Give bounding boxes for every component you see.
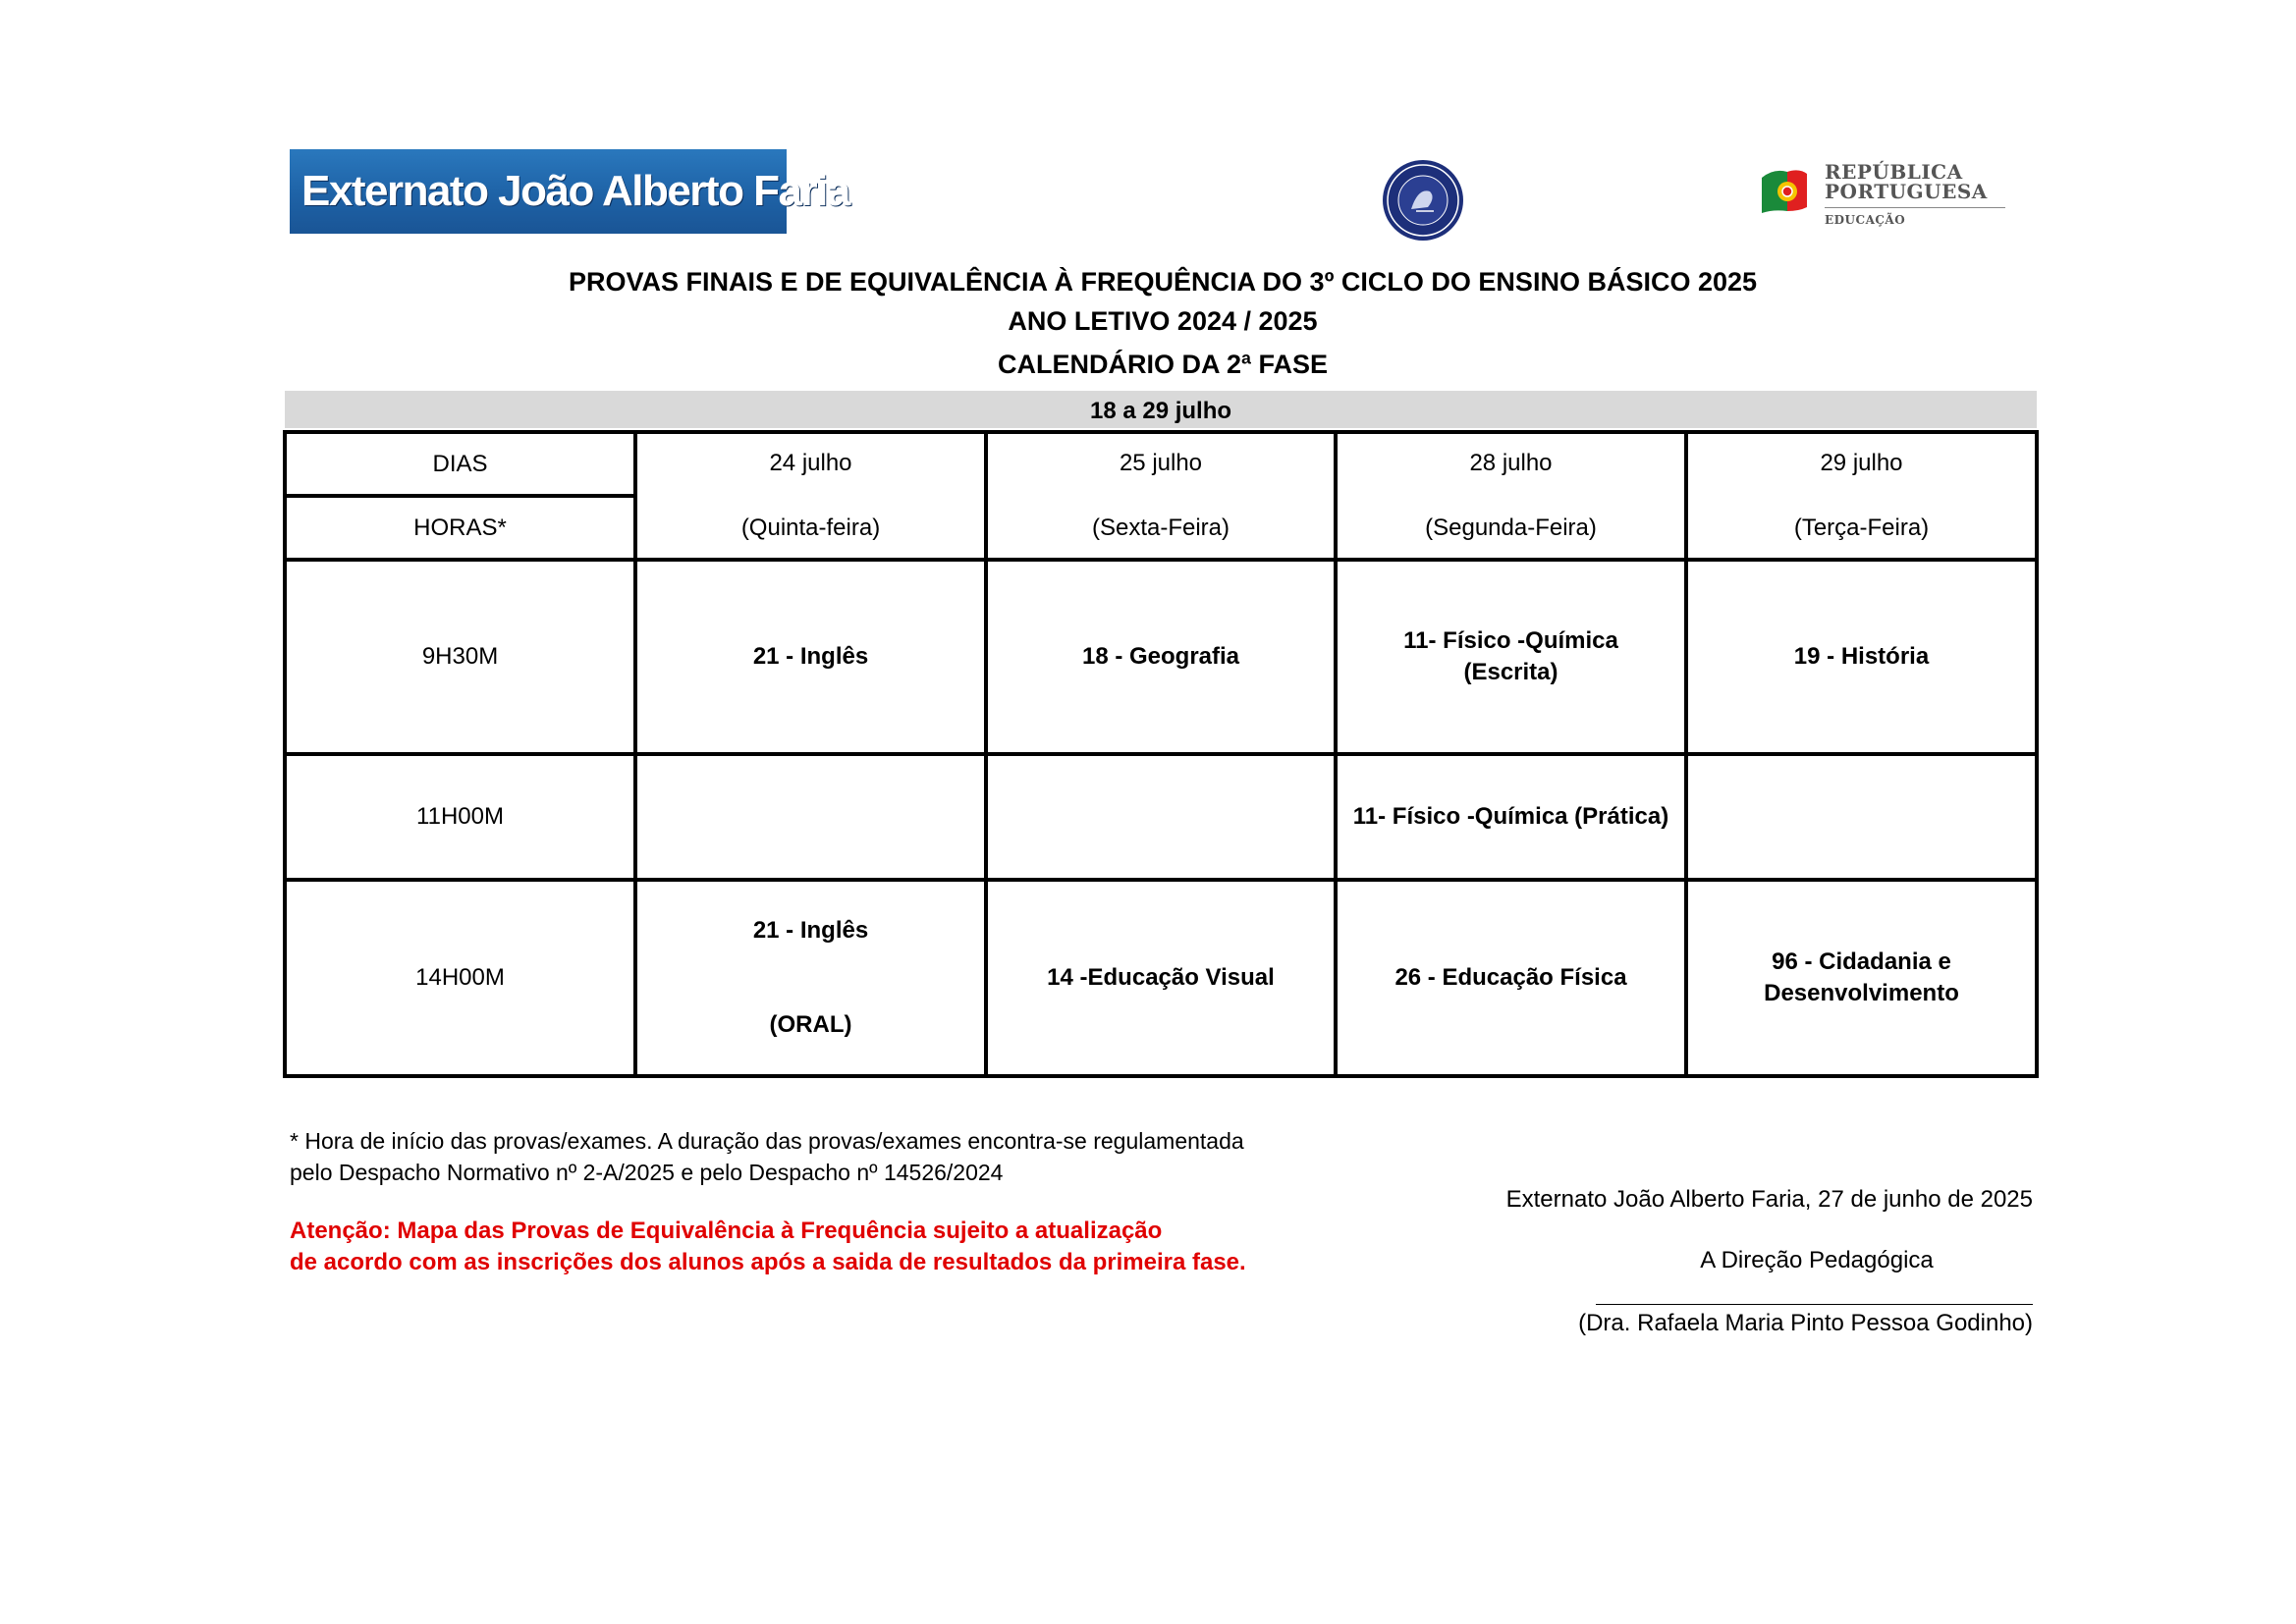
exam-schedule-table	[283, 430, 2039, 1078]
day-header-line2: (Terça-Feira)	[1793, 514, 1930, 541]
school-year: ANO LETIVO 2024 / 2025	[1008, 306, 1318, 336]
footnote-line2: pelo Despacho Normativo nº 2-A/2025 e pelo Despacho nº 14526/2024	[290, 1160, 1004, 1185]
day-header-line1: 25 julho	[1119, 450, 1203, 476]
exam-cell-line1: 14 -Educação Visual	[1047, 964, 1275, 991]
day-header-line2: (Segunda-Feira)	[1425, 514, 1597, 541]
day-header-line1: 28 julho	[1469, 450, 1553, 476]
header-horas	[287, 498, 633, 558]
exam-cell	[1338, 756, 1684, 878]
time-slot	[287, 882, 633, 1074]
time-slot	[287, 756, 633, 878]
warning-line2: de acordo com as inscrições dos alunos após a saida de resultados da primeira fase.	[290, 1249, 1246, 1275]
exam-cell-line1: 21 - Inglês	[752, 917, 869, 944]
exam-cell	[988, 882, 1334, 1074]
time-slot-line1: 14H00M	[415, 964, 505, 991]
exam-cell	[1688, 882, 2035, 1074]
day-header	[1338, 434, 1684, 558]
school-logo-text: Externato João Alberto Faria	[301, 167, 849, 215]
header-dias-line1: DIAS	[432, 450, 488, 477]
exam-cell	[988, 562, 1334, 752]
exam-cell-line1: 11- Físico -Química	[1403, 627, 1618, 654]
exam-cell-line1: 19 - História	[1793, 643, 1930, 670]
time-slot-line1: 11H00M	[416, 803, 504, 830]
exam-cell	[1688, 756, 2035, 878]
exam-cell	[637, 756, 984, 878]
gov-name-line1: REPÚBLICA	[1825, 160, 1963, 184]
day-header-line1: 24 julho	[769, 450, 852, 476]
footnote-line1: * Hora de início das provas/exames. A duração das provas/exames encontra-se regulamentada	[290, 1128, 1244, 1154]
exam-cell-line2: Desenvolvimento	[1764, 980, 1959, 1006]
signer-name: (Dra. Rafaela Maria Pinto Pessoa Godinho)	[1578, 1310, 2033, 1336]
exam-cell	[1338, 882, 1684, 1074]
day-header-line2: (Quinta-feira)	[740, 514, 881, 541]
signer-role: A Direção Pedagógica	[1700, 1247, 1934, 1273]
day-header-line2: (Sexta-Feira)	[1091, 514, 1230, 541]
republica-portuguesa-logo	[1758, 160, 2013, 231]
warning-line1: Atenção: Mapa das Provas de Equivalência à Frequência sujeito a atualização	[290, 1218, 1163, 1244]
exam-cell	[637, 562, 984, 752]
place-date: Externato João Alberto Faria, 27 de junho de 2025	[1505, 1186, 2033, 1213]
header-horas-line1: HORAS*	[413, 514, 507, 541]
exam-cell-line1: 96 - Cidadania e	[1772, 948, 1951, 975]
day-header-line1: 29 julho	[1820, 450, 1903, 476]
exam-cell-line1: 21 - Inglês	[752, 643, 869, 670]
header-dias	[287, 434, 633, 494]
gov-logo-divider	[1825, 207, 2005, 208]
time-slot	[287, 562, 633, 752]
exam-cell-line1: 26 - Educação Física	[1394, 964, 1627, 991]
exam-cell-line2: (Escrita)	[1463, 659, 1558, 685]
document-title: PROVAS FINAIS E DE EQUIVALÊNCIA À FREQUÊNCIA DO 3º CICLO DO ENSINO BÁSICO 2025	[568, 267, 1758, 297]
signature-line	[1596, 1304, 2033, 1305]
period-band: 18 a 29 julho	[285, 391, 2037, 428]
exam-cell	[637, 882, 984, 1074]
exam-cell-line1: 18 - Geografia	[1081, 643, 1240, 670]
school-seal-icon	[1379, 158, 1467, 243]
day-header	[988, 434, 1334, 558]
portugal-flag-icon	[1758, 164, 1809, 215]
gov-ministry: EDUCAÇÃO	[1825, 213, 1906, 227]
day-header	[1688, 434, 2035, 558]
day-header	[637, 434, 984, 558]
exam-cell	[1688, 562, 2035, 752]
school-logo	[290, 149, 849, 234]
calendar-phase: CALENDÁRIO DA 2ª FASE	[997, 350, 1329, 379]
exam-cell	[1338, 562, 1684, 752]
table-horizontal-line	[283, 1074, 2039, 1078]
gov-name-line2: PORTUGUESA	[1825, 180, 1988, 203]
exam-cell-line2: (ORAL)	[769, 1011, 852, 1038]
exam-cell-line1: 11- Físico -Química (Prática)	[1352, 803, 1669, 830]
exam-cell	[988, 756, 1334, 878]
time-slot-line1: 9H30M	[421, 643, 499, 670]
